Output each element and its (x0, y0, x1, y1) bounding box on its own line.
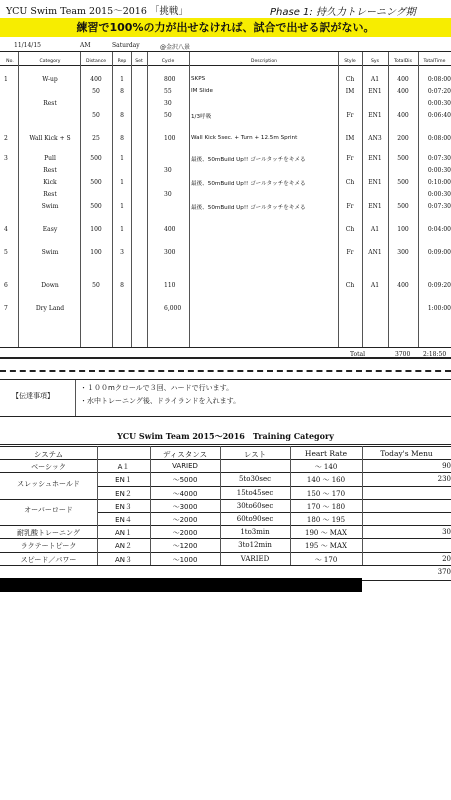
cell-distance: 50 (92, 282, 100, 289)
category-header: システム (33, 450, 64, 459)
category-cell-heart-rate: 150 〜 170 (306, 489, 346, 498)
cell-distance: 100 (90, 249, 102, 256)
table-bottom-rule (0, 347, 451, 348)
cell-total-time: 0:00:30 (427, 167, 451, 174)
cell-total-dis: 300 (397, 249, 409, 256)
cell-description: SKPS (191, 76, 206, 82)
cell-total-time: 0:10:00 (427, 179, 451, 186)
cell-total-time: 0:00:30 (427, 100, 451, 107)
motto-banner: 練習で100%の力が出せなければ、試合で出せる訳がない。 (0, 18, 451, 37)
category-cell-distance: 〜2000 (172, 516, 198, 524)
category-header: レスト (243, 450, 267, 459)
column-header: Description (250, 59, 278, 64)
cell-sys: EN1 (368, 112, 382, 119)
cell-category: Easy (42, 226, 58, 233)
column-header: Cycle (161, 59, 175, 64)
cell-cycle: 6,000 (164, 305, 182, 312)
cell-style: Ch (345, 179, 355, 186)
cell-description: 最後、50mBuild Up!! ゴールタッチをキメる (191, 181, 306, 187)
notice-bottom-rule (0, 416, 451, 417)
cell-total-dis: 500 (397, 179, 409, 186)
category-cell-rest: 15to45sec (236, 488, 274, 497)
category-cell-menu: 90 (442, 462, 451, 471)
category-cell-distance: 〜4000 (172, 489, 198, 498)
cell-style: Ch (345, 76, 355, 83)
column-divider (131, 52, 132, 347)
session-place: @金沢八景 (160, 44, 191, 51)
cell-cycle: 800 (164, 76, 176, 83)
column-divider (338, 52, 339, 347)
cell-style: Ch (345, 282, 355, 289)
cell-sys: EN1 (368, 155, 382, 162)
cell-rep: 8 (120, 282, 124, 289)
category-cell-rest: 30to60sec (236, 501, 274, 510)
phase-title: Phase 1: 持久力トレーニング期 (270, 7, 416, 18)
cell-rep: 1 (120, 226, 124, 233)
notice-top-rule (0, 379, 451, 380)
notice-divider (75, 380, 76, 416)
cell-category: Swim (41, 249, 59, 256)
cell-sys: AN3 (368, 135, 382, 142)
notice-line: ・１００mクロールで３回、ハードで行います。 (80, 384, 234, 392)
notice-line: ・水中トレーニング後、ドライランドを入れます。 (80, 397, 241, 405)
cell-cycle: 300 (164, 249, 176, 256)
cell-style: Ch (345, 226, 355, 233)
column-divider (18, 52, 19, 347)
menu-total-rule (362, 580, 451, 581)
category-cell-rest: 60to90sec (236, 515, 274, 523)
group-overload: オーバーロード (24, 506, 73, 515)
header-bottom-rule (0, 65, 451, 66)
category-cell-distance: VARIED (172, 462, 198, 471)
cell-category: Swim (41, 203, 59, 210)
category-cell-rest: 1to3min (240, 528, 270, 537)
total-distance: 3700 (395, 351, 411, 358)
category-cell-code: AN３ (114, 555, 133, 564)
cell-total-dis: 500 (397, 203, 409, 210)
cell-cycle: 100 (164, 135, 176, 142)
cell-style: Fr (346, 203, 354, 210)
cell-category: Down (41, 282, 59, 289)
category-cell-heart-rate: 〜 140 (314, 463, 338, 472)
category-cell-code: AN２ (114, 542, 133, 551)
cell-total-dis: 400 (397, 112, 409, 119)
column-header: Category (39, 59, 61, 64)
category-cell-distance: 〜3000 (172, 502, 198, 511)
column-header: TotalDis (394, 59, 412, 64)
category-row-rule (0, 472, 451, 473)
cell-rep: 8 (120, 135, 124, 142)
category-cell-system: 耐乳酸トレーニング (17, 529, 80, 538)
cell-distance: 400 (90, 76, 102, 83)
cell-rep: 1 (120, 155, 124, 162)
cell-description: Wall Kick 5sec. + Turn + 12.5m Sprint (191, 135, 298, 141)
cell-category: Rest (43, 191, 57, 198)
cell-rep: 8 (120, 88, 124, 95)
page-title: YCU Swim Team 2015〜2016 「挑戦」 (6, 6, 188, 17)
cell-no: 1 (4, 76, 8, 83)
category-top-rule (0, 444, 451, 445)
cell-category: Pull (44, 155, 56, 162)
cell-style: Fr (346, 112, 354, 119)
cell-style: IM (345, 88, 355, 95)
category-header: Today's Menu (380, 449, 433, 458)
column-header: No. (6, 59, 14, 64)
cell-cycle: 400 (164, 226, 176, 233)
cell-total-time: 0:07:20 (427, 88, 451, 95)
total-time: 2:18:50 (423, 351, 447, 358)
column-header: Style (344, 59, 356, 64)
cell-total-time: 0:00:30 (427, 191, 451, 198)
category-cell-heart-rate: 140 〜 160 (306, 476, 346, 485)
cell-distance: 500 (90, 155, 102, 162)
cell-no: 3 (4, 155, 8, 162)
cell-cycle: 30 (164, 191, 172, 198)
cell-sys: EN1 (368, 203, 382, 210)
category-title: YCU Swim Team 2015〜2016 Training Category (117, 431, 334, 441)
category-cell-code: EN１ (115, 476, 132, 485)
cell-total-dis: 200 (397, 135, 409, 142)
cell-rep: 3 (120, 249, 124, 256)
cell-rep: 1 (120, 76, 124, 83)
column-header: TotalTime (423, 59, 446, 64)
column-header: Distance (85, 59, 107, 64)
column-divider (112, 52, 113, 347)
total-rule (0, 357, 451, 359)
cell-category: Dry Land (35, 305, 65, 312)
category-row-rule (0, 552, 451, 553)
black-bar (0, 578, 362, 592)
category-cell-heart-rate: 195 〜 MAX (304, 542, 348, 551)
column-divider (147, 52, 148, 347)
cell-total-time: 0:09:20 (427, 282, 451, 289)
total-label: Total (350, 351, 366, 358)
cell-description: 1/3呼吸 (191, 114, 212, 120)
category-cell-system: ラクテートピーク (20, 542, 77, 551)
session-date: 11/14/15 (14, 42, 41, 49)
cell-no: 5 (4, 249, 8, 256)
cell-sys: A1 (370, 226, 380, 233)
column-divider (362, 52, 363, 347)
category-cell-heart-rate: 〜 170 (314, 555, 338, 564)
cell-total-time: 0:08:00 (427, 76, 451, 83)
cell-sys: A1 (370, 282, 380, 289)
cell-total-time: 0:07:30 (427, 203, 451, 210)
cell-total-time: 0:09:00 (427, 249, 451, 256)
cell-total-time: 1:00:00 (427, 305, 451, 312)
cell-description: 最後、50mBuild Up!! ゴールタッチをキメる (191, 205, 306, 211)
cell-total-dis: 400 (397, 76, 409, 83)
cell-no: 4 (4, 226, 8, 233)
table-top-rule (0, 51, 451, 52)
cell-distance: 50 (92, 112, 100, 119)
category-cell-code: A１ (117, 463, 130, 472)
category-header: Heart Rate (304, 449, 348, 458)
cell-rep: 1 (120, 203, 124, 210)
cell-category: Rest (43, 167, 57, 174)
cell-sys: AN1 (368, 249, 382, 256)
category-cell-rest: VARIED (240, 554, 270, 563)
cell-category: Wall Kick + S (29, 135, 71, 142)
category-cell-code: EN２ (115, 489, 132, 498)
cell-rep: 1 (120, 179, 124, 186)
cell-distance: 500 (90, 203, 102, 210)
cell-sys: EN1 (368, 88, 382, 95)
column-header: Sys (370, 59, 380, 64)
cell-sys: A1 (370, 76, 380, 83)
column-header: Rep (117, 59, 127, 64)
cell-cycle: 30 (164, 167, 172, 174)
cell-cycle: 110 (164, 282, 176, 289)
cell-cycle: 50 (164, 112, 172, 119)
category-cell-system: ベーシック (31, 463, 66, 472)
cell-description: 最後、50mBuild Up!! ゴールタッチをキメる (191, 157, 306, 163)
cell-total-dis: 100 (397, 226, 409, 233)
category-cell-code: EN３ (115, 502, 132, 511)
column-header: Set (135, 59, 143, 64)
category-cell-distance: 〜1000 (172, 555, 198, 564)
category-row-rule (0, 538, 451, 539)
cell-total-dis: 500 (397, 155, 409, 162)
cell-distance: 500 (90, 179, 102, 186)
cell-category: Kick (43, 179, 57, 186)
category-header: ディスタンス (162, 450, 208, 459)
category-cell-menu: 30 (442, 528, 451, 537)
category-cell-code: EN４ (115, 516, 132, 524)
category-row-rule (0, 525, 451, 526)
category-cell-distance: 〜5000 (172, 476, 198, 485)
category-cell-rest: 3to12min (238, 541, 272, 550)
category-cell-code: AN１ (114, 529, 133, 538)
cell-total-time: 0:06:40 (427, 112, 451, 119)
category-cell-heart-rate: 190 〜 MAX (304, 529, 348, 538)
cell-total-time: 0:08:00 (427, 135, 451, 142)
column-divider (189, 52, 190, 347)
cell-rep: 8 (120, 112, 124, 119)
category-row-rule (0, 565, 451, 566)
cell-total-time: 0:07:30 (427, 155, 451, 162)
cell-cycle: 30 (164, 100, 172, 107)
category-cell-distance: 〜2000 (172, 529, 198, 538)
cell-distance: 25 (92, 135, 100, 142)
cell-category: W-up (42, 76, 58, 83)
cell-distance: 100 (90, 226, 102, 233)
cell-total-dis: 400 (397, 282, 409, 289)
cell-no: 2 (4, 135, 8, 142)
category-row-rule (0, 446, 451, 447)
session-day: Saturday (112, 42, 140, 49)
column-divider (418, 52, 419, 347)
cell-no: 6 (4, 282, 8, 289)
cell-style: Fr (346, 249, 354, 256)
cell-description: IM Slide (191, 88, 213, 94)
category-cell-rest: 5to30sec (238, 475, 272, 484)
category-cell-heart-rate: 180 〜 195 (306, 516, 346, 524)
cell-category: Rest (43, 100, 57, 107)
category-cell-menu: 20 (442, 554, 451, 563)
category-row-rule (0, 499, 451, 500)
cell-total-dis: 400 (397, 88, 409, 95)
cell-no: 7 (4, 305, 8, 312)
group-threshold: スレッシュホールド (17, 480, 80, 488)
column-divider (388, 52, 389, 347)
notice-label: 【伝達事項】 (12, 392, 54, 400)
cell-sys: EN1 (368, 179, 382, 186)
divider-dashed (0, 370, 451, 372)
cell-cycle: 55 (164, 88, 172, 95)
column-divider (80, 52, 81, 347)
category-cell-system: スピード／パワー (20, 555, 77, 564)
cell-style: Fr (346, 155, 354, 162)
category-cell-heart-rate: 170 〜 180 (306, 502, 346, 511)
cell-distance: 50 (92, 88, 100, 95)
category-cell-menu: 230 (437, 475, 451, 484)
cell-style: IM (345, 135, 355, 142)
menu-total: 370 (437, 567, 451, 576)
cell-total-time: 0:04:00 (427, 226, 451, 233)
category-cell-distance: 〜1200 (172, 542, 198, 551)
session-time: AM (80, 42, 91, 49)
